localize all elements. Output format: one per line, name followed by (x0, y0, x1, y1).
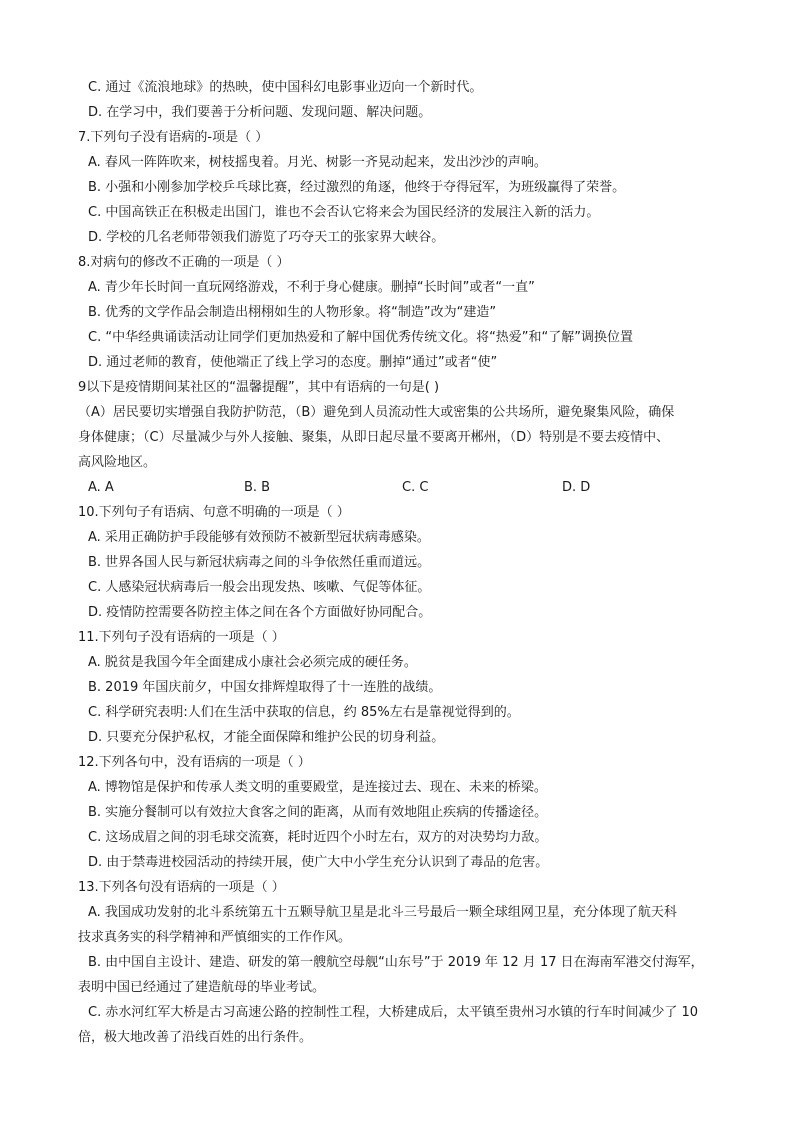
q9-option-c: C. C (402, 480, 429, 495)
option-line: D. 疫情防控需要各防控主体之间在各个方面做好协同配合。 (88, 605, 432, 620)
option-line: A. 春风一阵阵吹来，树枝摇曳着。月光、树影一齐晃动起来，发出沙沙的声响。 (88, 155, 547, 170)
option-line-continued: 技求真务实的科学精神和严慎细实的工作作风。 (78, 930, 352, 945)
option-line: C. 人感染冠状病毒后一般会出现发热、咳嗽、气促等体征。 (88, 580, 431, 595)
question-9-passage: 身体健康；（C）尽量减少与外人接触、聚集，从即日起尽量不要离开郴州，（D）特别是不要去疫情中、 (78, 430, 670, 445)
option-line: B. 优秀的文学作品会制造出栩栩如生的人物形象。将“制造”改为“建造” (88, 305, 497, 320)
option-line: D. 学校的几名老师带领我们游览了巧夺天工的张家界大峡谷。 (88, 230, 445, 245)
question-7-stem: 7.下列句子没有语病的-项是（ ） (78, 130, 269, 145)
option-line: B. 由中国自主设计、建造、研发的第一艘航空母舰“山东号”于 2019 年 12 月 17 日在海南军港交付海军， (88, 955, 704, 970)
option-line-continued: 倍，极大地改善了沿线百姓的出行条件。 (78, 1030, 313, 1045)
option-line: D. 在学习中，我们要善于分析问题、发现问题、解决问题。 (88, 105, 432, 120)
option-line: C. 赤水河红军大桥是古习高速公路的控制性工程，大桥建成后，太平镇至贵州习水镇的行车时间减少了 10 (88, 1005, 699, 1020)
question-13-stem: 13.下列各句没有语病的一项是（ ） (78, 880, 285, 895)
option-line: C. 通过《流浪地球》的热映，使中国科幻电影事业迈向一个新时代。 (88, 80, 483, 95)
question-12-stem: 12.下列各句中，没有语病的一项是（ ） (78, 755, 311, 770)
option-line: C. 科学研究表明:人们在生活中获取的信息，约 85%左右是靠视觉得到的。 (88, 705, 520, 720)
question-9-passage: （A）居民要切实增强自我防护防范，（B）避免到人员流动性大或密集的公共场所，避免聚集风险，确保 (78, 405, 675, 420)
option-line: A. 采用正确防护手段能够有效预防不被新型冠状病毒感染。 (88, 530, 430, 545)
option-line: D. 通过老师的教育，使他端正了线上学习的态度。删掉“通过”或者“使” (88, 355, 498, 370)
question-9-passage: 高风险地区。 (78, 455, 157, 470)
q9-option-d: D. D (562, 480, 591, 495)
option-line: B. 实施分餐制可以有效拉大食客之间的距离，从而有效地阻止疾病的传播途径。 (88, 805, 548, 820)
option-line: B. 小强和小刚参加学校乒乓球比赛，经过激烈的角逐，他终于夺得冠军，为班级赢得了荣誉。 (88, 180, 626, 195)
option-line: A. 脱贫是我国今年全面建成小康社会必须完成的硬任务。 (88, 655, 417, 670)
q9-option-b: B. B (244, 480, 271, 495)
option-line: A. 我国成功发射的北斗系统第五十五颗导航卫星是北斗三号最后一颗全球组网卫星，充分体现了航天科 (88, 905, 677, 920)
question-9-stem: 9以下是疫情期间某社区的“温馨提醒”，其中有语病的一句是( ) (78, 380, 440, 395)
q9-option-a: A. A (88, 480, 114, 495)
option-line: C. 这场成眉之间的羽毛球交流赛，耗时近四个小时左右，双方的对决势均力敌。 (88, 830, 548, 845)
option-line-continued: 表明中国已经通过了建造航母的毕业考试。 (78, 980, 326, 995)
question-11-stem: 11.下列句子没有语病的一项是（ ） (78, 630, 285, 645)
question-8-stem: 8.对病句的修改不正确的一项是（ ） (78, 255, 290, 270)
option-line: B. 世界各国人民与新冠状病毒之间的斗争依然任重而道远。 (88, 555, 431, 570)
option-line: B. 2019 年国庆前夕，中国女排辉煌取得了十一连胜的战绩。 (88, 680, 442, 695)
option-line: A. 青少年长时间一直玩网络游戏，不利于身心健康。删掉“长时间”或者“一直” (88, 280, 535, 295)
option-line: C. “中华经典诵读活动让同学们更加热爱和了解中国优秀传统文化。将“热爱”和“了解”调换位置 (88, 330, 634, 345)
question-10-stem: 10.下列句子有语病、句意不明确的一项是（ ） (78, 505, 350, 520)
option-line: C. 中国高铁正在积极走出国门，谁也不会否认它将来会为国民经济的发展注入新的活力。 (88, 205, 600, 220)
option-line: D. 只要充分保护私权，才能全面保障和维护公民的切身利益。 (88, 730, 445, 745)
option-line: D. 由于禁毒进校园活动的持续开展，使广大中小学生充分认识到了毒品的危害。 (88, 855, 549, 870)
option-line: A. 博物馆是保护和传承人类文明的重要殿堂，是连接过去、现在、未来的桥梁。 (88, 780, 547, 795)
